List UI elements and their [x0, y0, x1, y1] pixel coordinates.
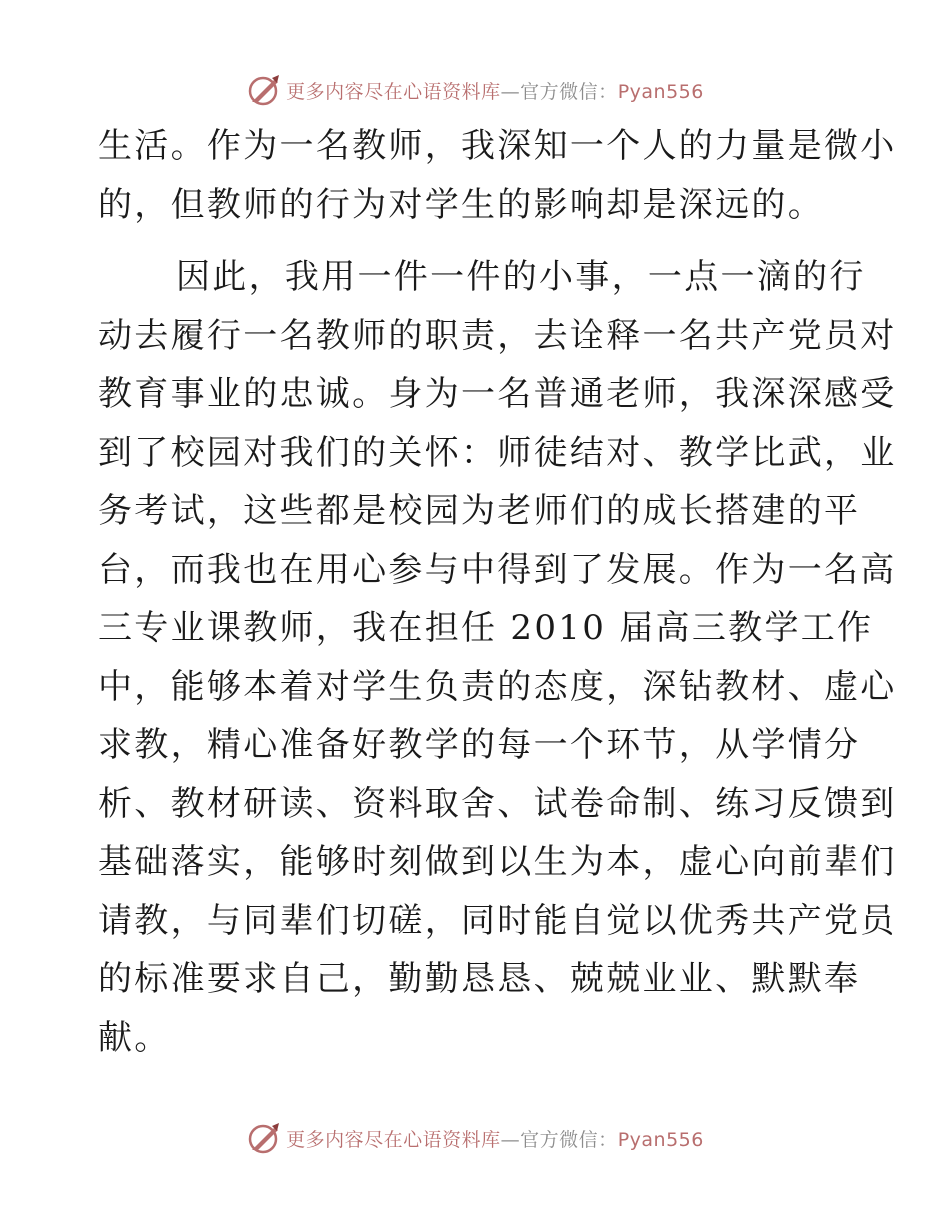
text-line: 献。	[98, 1017, 171, 1058]
text-line: 请教，与同辈们切磋，同时能自觉以优秀共产党员	[98, 900, 897, 941]
banner-text	[286, 1125, 704, 1152]
text-line: 析、教材研读、资料取舍、试卷命制、练习反馈到	[98, 783, 897, 824]
text-line: 基础落实，能够时刻做到以生为本，虚心向前辈们	[98, 842, 897, 882]
document-body	[98, 117, 897, 1067]
text-line: 因此，我用一件一件的小事，一点一滴的行	[176, 257, 866, 297]
text-line: 动去履行一名教师的职责，去诠释一名共产党员对	[98, 315, 897, 356]
pen-circle-icon	[246, 1120, 282, 1156]
text-line: 到了校园对我们的关怀：师徒结对、教学比武，业	[98, 432, 897, 473]
text-line: 生活。作为一名教师，我深知一个人的力量是微小	[98, 126, 897, 166]
wechat-label: —官方微信：	[500, 80, 618, 103]
promo-text: 更多内容尽在心语资料库	[286, 80, 501, 103]
text-line: 教育事业的忠诚。身为一名普通老师，我深深感受	[98, 374, 897, 414]
text-line: 的，但教师的行为对学生的影响却是深远的。	[98, 184, 824, 225]
text-line: 中，能够本着对学生负责的态度，深钻教材、虚心	[98, 666, 897, 707]
paragraph	[98, 248, 897, 1067]
banner-text	[286, 77, 704, 104]
paragraph	[98, 117, 897, 234]
text-line: 台，而我也在用心参与中得到了发展。作为一名高	[98, 549, 897, 590]
text-line: 三专业课教师，我在担任 2010 届高三教学工作	[98, 608, 874, 648]
footer-banner	[0, 1118, 950, 1158]
wechat-id: Pyan556	[617, 80, 704, 103]
promo-text: 更多内容尽在心语资料库	[286, 1128, 501, 1151]
header-banner	[0, 70, 950, 110]
wechat-label: —官方微信：	[500, 1128, 618, 1151]
text-line: 的标准要求自己，勤勤恳恳、兢兢业业、默默奉	[98, 959, 861, 999]
text-line: 求教，精心准备好教学的每一个环节，从学情分	[98, 725, 861, 765]
wechat-id: Pyan556	[617, 1128, 704, 1151]
text-line: 务考试，这些都是校园为老师们的成长搭建的平	[98, 491, 861, 531]
pen-circle-icon	[246, 72, 282, 108]
